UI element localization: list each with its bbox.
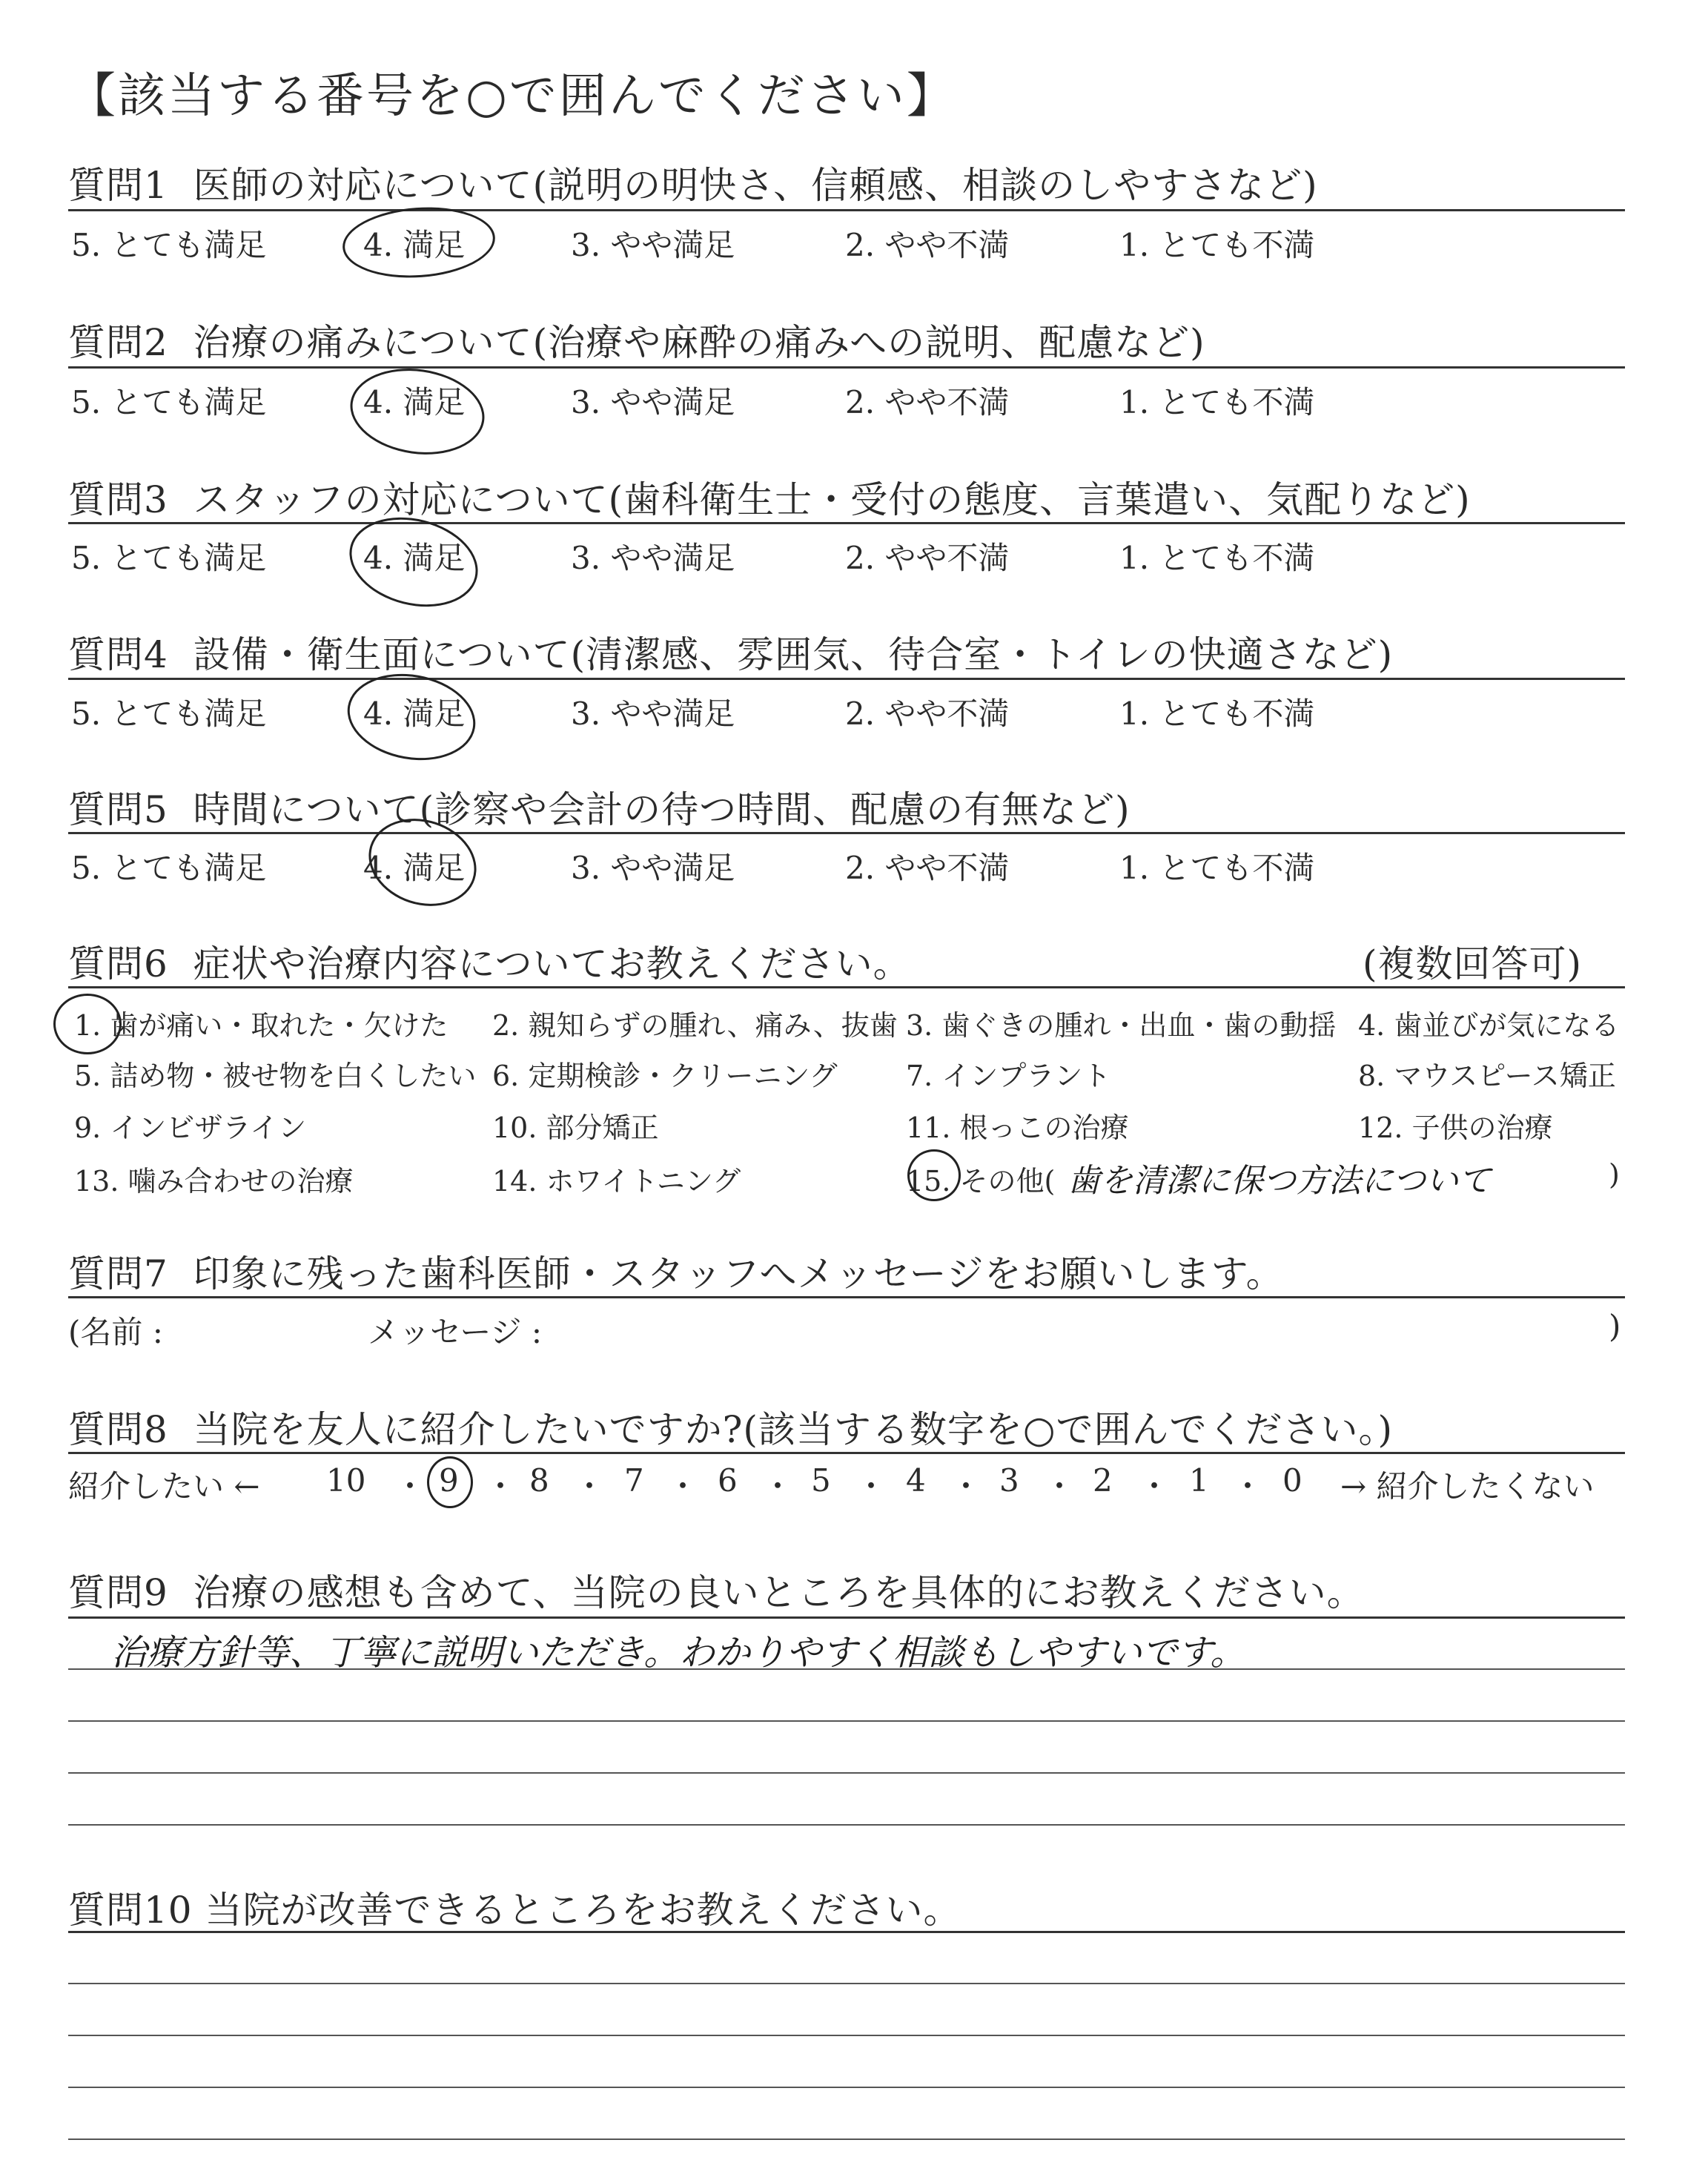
q4-text: 設備・衛生面について(清潔感、雰囲気、待合室・トイレの快適さなど) bbox=[193, 633, 1394, 676]
q7-close-paren: ) bbox=[1609, 1308, 1621, 1344]
q8-scale-4[interactable]: 4 bbox=[906, 1462, 926, 1499]
q1-opt-4[interactable]: 4. 満足 bbox=[363, 227, 466, 263]
q3-opt-5[interactable]: 5. とても満足 bbox=[71, 540, 267, 576]
q2-text: 治療の痛みについて(治療や麻酔の痛みへの説明、配慮など) bbox=[193, 321, 1205, 364]
q6-option-4[interactable]: 4. 歯並びが気になる bbox=[1358, 1009, 1620, 1042]
q8-scale-dot: ・ bbox=[950, 1468, 982, 1505]
q4-selection-circle bbox=[340, 664, 482, 770]
q6-heading bbox=[68, 934, 911, 988]
q3-label: 質問3 bbox=[68, 478, 168, 521]
q6-option-14[interactable]: 14. ホワイトニング bbox=[492, 1165, 741, 1198]
q7-label: 質問7 bbox=[68, 1252, 168, 1295]
q10-text: 当院が改善できるところをお教えください。 bbox=[205, 1889, 961, 1932]
q4-opt-4[interactable]: 4. 満足 bbox=[363, 696, 466, 732]
q4-label: 質問4 bbox=[68, 633, 168, 676]
q8-right-label: → 紹介したくない bbox=[1340, 1468, 1595, 1505]
q8-scale-dot: ・ bbox=[485, 1468, 517, 1505]
q8-scale-5[interactable]: 5 bbox=[811, 1462, 831, 1499]
q6-option-9[interactable]: 9. インビザライン bbox=[74, 1112, 307, 1144]
q7-heading bbox=[68, 1244, 1284, 1298]
q1-heading bbox=[68, 156, 1318, 209]
q7-name-label: (名前 : bbox=[68, 1314, 163, 1350]
q5-opt-2[interactable]: 2. やや不満 bbox=[845, 850, 1010, 886]
q10-label: 質問10 bbox=[68, 1889, 193, 1932]
q6-option-1-circle bbox=[53, 994, 122, 1054]
q8-scale-dot: ・ bbox=[394, 1468, 426, 1505]
q8-heading bbox=[68, 1400, 1393, 1453]
q6-option-13[interactable]: 13. 噛み合わせの治療 bbox=[74, 1165, 354, 1198]
q2-opt-1[interactable]: 1. とても不満 bbox=[1119, 384, 1315, 420]
q6-option-12[interactable]: 12. 子供の治療 bbox=[1358, 1112, 1553, 1144]
q8-scale-6[interactable]: 6 bbox=[718, 1462, 738, 1499]
q8-scale-dot: ・ bbox=[1232, 1468, 1264, 1505]
q5-opt-1[interactable]: 1. とても不満 bbox=[1119, 850, 1315, 886]
q4-opt-2[interactable]: 2. やや不満 bbox=[845, 696, 1010, 732]
q5-opt-3[interactable]: 3. やや満足 bbox=[571, 850, 735, 886]
q3-opt-1[interactable]: 1. とても不満 bbox=[1119, 540, 1315, 576]
q6-option-5[interactable]: 5. 詰め物・被せ物を白くしたい bbox=[74, 1060, 477, 1092]
q7-message-label: メッセージ : bbox=[368, 1314, 542, 1350]
q8-label: 質問8 bbox=[68, 1408, 168, 1451]
q6-option-6[interactable]: 6. 定期検診・クリーニング bbox=[492, 1060, 838, 1092]
q8-scale-0[interactable]: 0 bbox=[1282, 1462, 1302, 1499]
q6-option-3[interactable]: 3. 歯ぐきの腫れ・出血・歯の動揺 bbox=[906, 1009, 1337, 1042]
q2-selection-circle bbox=[345, 360, 490, 463]
q8-text: 当院を友人に紹介したいですか?(該当する数字を○で囲んでください。) bbox=[193, 1408, 1394, 1451]
q2-opt-3[interactable]: 3. やや満足 bbox=[571, 384, 735, 420]
q2-heading bbox=[68, 313, 1205, 366]
q2-opt-5[interactable]: 5. とても満足 bbox=[71, 384, 267, 420]
q9-answer[interactable]: 治療方針等、丁寧に説明いただき。わかりやすく相談もしやすいです。 bbox=[111, 1632, 1246, 1674]
q1-text: 医師の対応について(説明の明快さ、信頼感、相談のしやすさなど) bbox=[193, 164, 1318, 207]
q5-text: 時間について(診察や会計の待つ時間、配慮の有無など) bbox=[193, 788, 1131, 831]
q6-option-11[interactable]: 11. 根っこの治療 bbox=[906, 1112, 1129, 1144]
q6-other-close-paren: ) bbox=[1609, 1158, 1620, 1191]
q5-heading bbox=[68, 780, 1131, 833]
q1-opt-1[interactable]: 1. とても不満 bbox=[1119, 227, 1315, 263]
q6-label: 質問6 bbox=[68, 942, 168, 985]
q6-option-15[interactable]: 15. その他( bbox=[906, 1165, 1056, 1198]
q1-opt-3[interactable]: 3. やや満足 bbox=[571, 227, 735, 263]
q6-option-7[interactable]: 7. インプラント bbox=[906, 1060, 1111, 1092]
q6-option-1[interactable]: 1. 歯が痛い・取れた・欠けた bbox=[74, 1009, 448, 1042]
q8-scale-dot: ・ bbox=[855, 1468, 887, 1505]
q6-text: 症状や治療内容についてお教えください。 bbox=[193, 942, 911, 985]
form-title: 【該当する番号を○で囲んでください】 bbox=[68, 69, 956, 124]
q3-text: スタッフの対応について(歯科衛生士・受付の態度、言葉遣い、気配りなど) bbox=[193, 478, 1471, 521]
q3-heading bbox=[68, 470, 1471, 524]
q6-option-15-circle bbox=[907, 1149, 961, 1201]
q8-scale-7[interactable]: 7 bbox=[624, 1462, 644, 1499]
q6-option-8[interactable]: 8. マウスピース矯正 bbox=[1358, 1060, 1616, 1092]
q2-label: 質問2 bbox=[68, 321, 168, 364]
q1-selection-circle bbox=[340, 202, 497, 283]
q8-scale-dot: ・ bbox=[762, 1468, 794, 1505]
q2-opt-2[interactable]: 2. やや不満 bbox=[845, 384, 1010, 420]
q1-opt-5[interactable]: 5. とても満足 bbox=[71, 227, 267, 263]
q6-other-answer[interactable]: 歯を清潔に保つ方法について bbox=[1068, 1162, 1492, 1200]
q1-label: 質問1 bbox=[68, 164, 168, 207]
q5-opt-4[interactable]: 4. 満足 bbox=[363, 850, 466, 886]
q8-scale-dot: ・ bbox=[574, 1468, 606, 1505]
q8-scale-10[interactable]: 10 bbox=[326, 1462, 366, 1499]
q4-opt-1[interactable]: 1. とても不満 bbox=[1119, 696, 1315, 732]
q4-opt-5[interactable]: 5. とても満足 bbox=[71, 696, 267, 732]
q3-opt-4[interactable]: 4. 満足 bbox=[363, 540, 466, 576]
q5-label: 質問5 bbox=[68, 788, 168, 831]
q8-scale-dot: ・ bbox=[667, 1468, 699, 1505]
q4-opt-3[interactable]: 3. やや満足 bbox=[571, 696, 735, 732]
q8-scale-3[interactable]: 3 bbox=[999, 1462, 1019, 1499]
q6-note: (複数回答可) bbox=[1363, 942, 1583, 985]
q8-left-label: 紹介したい ← bbox=[68, 1468, 260, 1505]
q2-opt-4[interactable]: 4. 満足 bbox=[363, 384, 466, 420]
q8-scale-dot: ・ bbox=[1044, 1468, 1076, 1505]
q9-label: 質問9 bbox=[68, 1571, 168, 1614]
q3-opt-3[interactable]: 3. やや満足 bbox=[571, 540, 735, 576]
q8-scale-8[interactable]: 8 bbox=[529, 1462, 549, 1499]
q9-text: 治療の感想も含めて、当院の良いところを具体的にお教えください。 bbox=[193, 1571, 1365, 1614]
q5-opt-5[interactable]: 5. とても満足 bbox=[71, 850, 267, 886]
q8-scale-dot: ・ bbox=[1139, 1468, 1171, 1505]
q3-opt-2[interactable]: 2. やや不満 bbox=[845, 540, 1010, 576]
q10-heading bbox=[68, 1880, 961, 1934]
q4-heading bbox=[68, 625, 1393, 678]
q6-option-10[interactable]: 10. 部分矯正 bbox=[492, 1112, 659, 1144]
q1-opt-2[interactable]: 2. やや不満 bbox=[845, 227, 1010, 263]
q8-scale-9[interactable]: 9 bbox=[439, 1462, 459, 1499]
q8-scale-1[interactable]: 1 bbox=[1189, 1462, 1209, 1499]
q8-scale-2[interactable]: 2 bbox=[1093, 1462, 1113, 1499]
q8-selection-circle bbox=[427, 1456, 473, 1508]
q9-heading bbox=[68, 1563, 1365, 1616]
q7-text: 印象に残った歯科医師・スタッフへメッセージをお願いします。 bbox=[193, 1252, 1284, 1295]
q6-option-2[interactable]: 2. 親知らずの腫れ、痛み、抜歯 bbox=[492, 1009, 898, 1042]
